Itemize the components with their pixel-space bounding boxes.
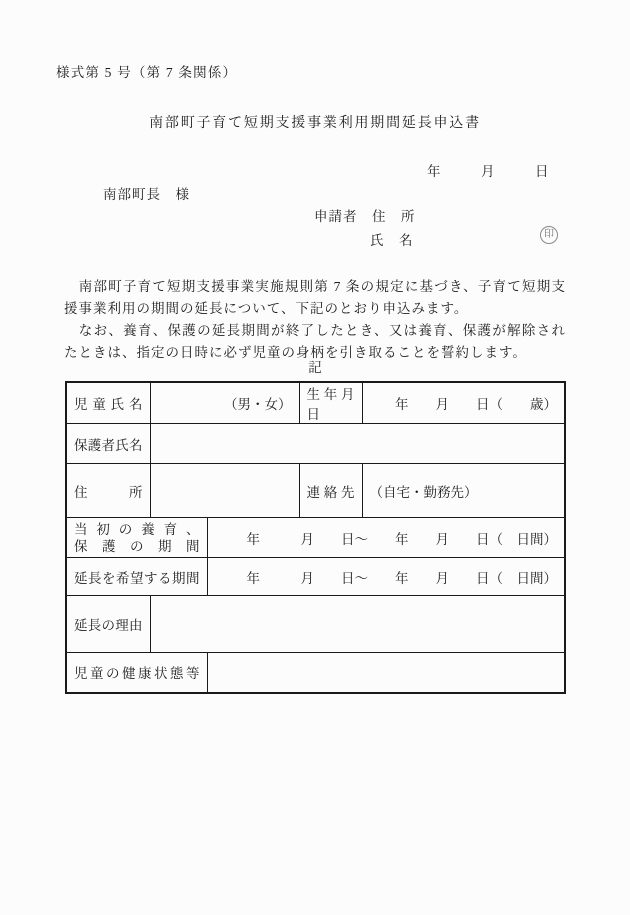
form-number: 様式第 5 号（第 7 条関係） xyxy=(56,65,238,80)
page-title: 南部町子育て短期支援事業利用期間延長申込書 xyxy=(149,116,481,131)
extension-reason-input-area xyxy=(150,596,565,653)
row-guardian-name xyxy=(66,424,565,464)
contact-note: （自宅・勤務先） xyxy=(362,464,565,518)
address-input-area xyxy=(150,464,299,518)
body-text xyxy=(64,276,566,364)
initial-period-label-line2: 保護の期間 xyxy=(74,538,200,554)
date-line: 年 月 日 xyxy=(427,164,549,179)
applicant-name-label: 氏 名 xyxy=(370,233,414,248)
row-extension-reason xyxy=(66,596,565,653)
initial-period-label-line1: 当初の養育、 xyxy=(74,521,200,537)
ki-mark: 記 xyxy=(308,360,322,375)
contact-label: 連絡先 xyxy=(299,464,362,518)
row-initial-period xyxy=(66,518,565,558)
address-label: 住所 xyxy=(66,464,150,518)
birthdate-label: 生年月日 xyxy=(299,382,362,424)
guardian-name-label: 保護者氏名 xyxy=(66,424,150,464)
initial-period-value-area: 年 月 日～ 年 月 日（ 日間） xyxy=(207,518,565,558)
recipient-line: 南部町長 様 xyxy=(103,187,190,202)
body-paragraph-2: なお、養育、保護の延長期間が終了したとき、又は養育、保護が解除されたときは、指定の日時に必ず児童の身柄を引き取ることを誓約します。 xyxy=(64,323,566,360)
row-health-status xyxy=(66,653,565,693)
gender-options: （男・女） xyxy=(150,382,299,424)
extension-reason-label: 延長の理由 xyxy=(66,596,150,653)
seal-icon: 印 xyxy=(540,226,558,244)
initial-period-label xyxy=(66,518,207,558)
health-status-label: 児童の健康状態等 xyxy=(66,653,207,693)
applicant-address-line: 申請者 住 所 xyxy=(314,209,416,224)
application-form-table xyxy=(65,381,566,694)
health-status-input-area xyxy=(207,653,565,693)
extension-period-label: 延長を希望する期間 xyxy=(66,558,207,596)
birthdate-value-area: 年 月 日（ 歳） xyxy=(362,382,565,424)
row-address-contact xyxy=(66,464,565,518)
row-extension-period xyxy=(66,558,565,596)
child-name-label: 児童氏名 xyxy=(66,382,150,424)
body-paragraph-1: 南部町子育て短期支援事業実施規則第 7 条の規定に基づき、子育て短期支援事業利用の期間の延長について、下記のとおり申込みます。 xyxy=(64,279,566,316)
row-child-name xyxy=(66,382,565,424)
guardian-name-input-area xyxy=(150,424,565,464)
extension-period-value-area: 年 月 日～ 年 月 日（ 日間） xyxy=(207,558,565,596)
